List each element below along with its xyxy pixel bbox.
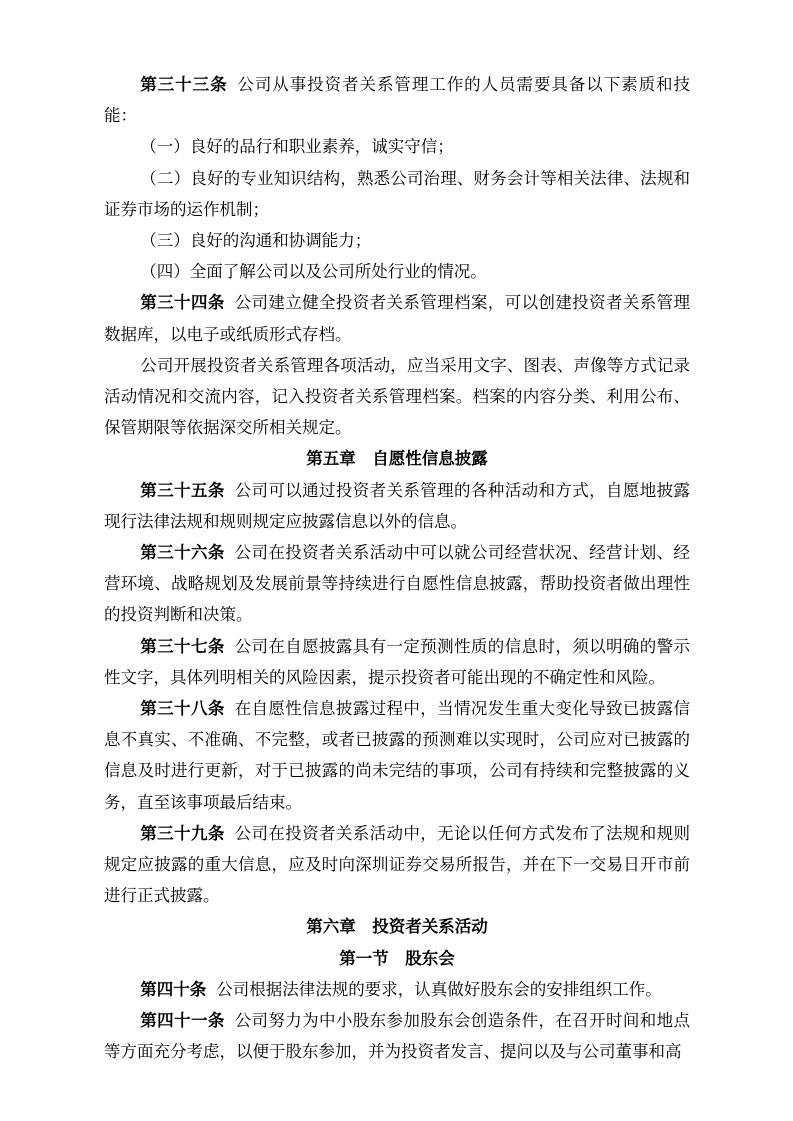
article-paragraph	[104, 69, 690, 131]
paragraph-text: 公司在投资者关系活动中可以就公司经营状况、经营计划、经营环境、战略规划及发展前景等持续进行自愿性信息披露，帮助投资者做出理性的投资判断和决策。	[104, 543, 691, 625]
paragraph-text: 公司在自愿披露具有一定预测性质的信息时，须以明确的警示性文字，具体列明相关的风险因素，提示投资者可能出现的不确定性和风险。	[104, 636, 691, 687]
article-number: 第三十三条	[140, 75, 228, 94]
paragraph-text: 公司从事投资者关系管理工作的人员需要具备以下素质和技能：	[104, 75, 691, 126]
heading-label: 第一节	[339, 948, 389, 968]
article-paragraph	[104, 818, 690, 912]
heading-title: 股东会	[405, 948, 455, 968]
article-paragraph	[104, 974, 690, 1005]
section-heading	[104, 943, 690, 974]
body-paragraph	[104, 163, 690, 225]
paragraph-text: （二）良好的专业知识结构，熟悉公司治理、财务会计等相关法律、法规和证券市场的运作机制；	[104, 168, 690, 219]
article-number: 第三十九条	[140, 823, 225, 843]
article-number: 第四十一条	[140, 1011, 225, 1031]
chapter-heading	[104, 443, 690, 474]
article-number: 第三十四条	[140, 293, 225, 313]
paragraph-text: （一）良好的品行和职业素养，诚实守信；	[140, 137, 454, 157]
article-number: 第三十八条	[140, 699, 225, 719]
paragraph-text: 公司开展投资者关系管理各项活动，应当采用文字、图表、声像等方式记录活动情况和交流内容，记入投资者关系管理档案。档案的内容分类、利用公布、保管期限等依据深交所相关规定。	[104, 355, 690, 438]
heading-title: 自愿性信息披露	[372, 449, 488, 469]
article-paragraph	[104, 693, 690, 818]
paragraph-text: （三）良好的沟通和协调能力；	[140, 231, 372, 251]
paragraph-text: 公司努力为中小股东参加股东会创造条件，在召开时间和地点等方面充分考虑，以便于股东参加，并为投资者发言、提问以及与公司董事和高	[104, 1011, 691, 1062]
article-number: 第三十六条	[140, 543, 225, 563]
heading-label: 第五章	[306, 449, 356, 469]
body-paragraph	[104, 225, 690, 256]
chapter-heading	[104, 911, 690, 942]
paragraph-text: 公司根据法律法规的要求，认真做好股东会的安排组织工作。	[216, 979, 662, 999]
heading-title: 投资者关系活动	[372, 917, 488, 937]
paragraph-text: 公司建立健全投资者关系管理档案，可以创建投资者关系管理数据库，以电子或纸质形式存档。	[104, 293, 691, 344]
article-paragraph	[104, 287, 690, 349]
paragraph-text: 公司在投资者关系活动中，无论以任何方式发布了法规和规则规定应披露的重大信息，应及时向深圳证券交易所报告，并在下一交易日开市前进行正式披露。	[104, 823, 691, 906]
article-number: 第三十七条	[140, 636, 225, 656]
heading-label: 第六章	[306, 917, 356, 937]
article-paragraph	[104, 537, 690, 631]
body-paragraph	[104, 256, 690, 287]
paragraph-text: 在自愿性信息披露过程中，当情况发生重大变化导致已披露信息不真实、不准确、不完整，或者已披露的预测难以实现时，公司应对已披露的信息及时进行更新，对于已披露的尚未完结的事项，公司有持续和完整披露的义务，直至该事项最后结束。	[104, 699, 691, 812]
article-paragraph	[104, 631, 690, 693]
article-number: 第四十条	[140, 979, 207, 999]
article-paragraph	[104, 475, 690, 537]
paragraph-text: 公司可以通过投资者关系管理的各种活动和方式，自愿地披露现行法律法规和规则规定应披露信息以外的信息。	[104, 480, 691, 531]
body-paragraph	[104, 350, 690, 444]
article-paragraph	[104, 1005, 690, 1067]
article-number: 第三十五条	[140, 480, 225, 500]
body-paragraph	[104, 131, 690, 162]
paragraph-text: （四）全面了解公司以及公司所处行业的情况。	[140, 262, 487, 282]
